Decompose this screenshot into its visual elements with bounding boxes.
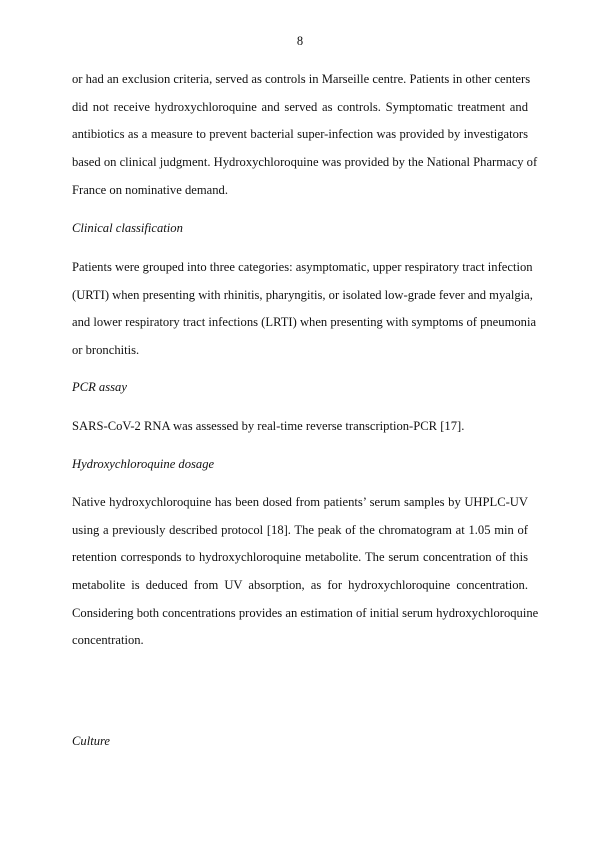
paragraph-clinical-classification: [72, 259, 537, 370]
section-heading-pcr-assay: PCR assay: [72, 380, 127, 394]
paragraph-controls: [72, 71, 538, 209]
text-line: antibiotics as a measure to prevent bacterial super-infection was provided by investigators: [72, 127, 528, 142]
text-line: SARS-CoV-2 RNA was assessed by real-time reverse transcription-PCR [17].: [72, 419, 465, 433]
text-line: Patients were grouped into three categories: asymptomatic, upper respiratory tract infection: [72, 260, 533, 274]
section-heading-culture: Culture: [72, 734, 111, 748]
section-heading-hydroxychloroquine-dosage: Hydroxychloroquine dosage: [72, 457, 215, 471]
text-line: (URTI) when presenting with rhinitis, pharyngitis, or isolated low-grade fever and myalgia,: [72, 287, 533, 302]
text-line: and lower respiratory tract infections (LRTI) when presenting with symptoms of pneumonia: [72, 315, 537, 330]
section-heading-clinical-classification: Clinical classification: [72, 221, 183, 235]
paragraph-pcr-assay: [72, 418, 528, 446]
text-line: metabolite is deduced from UV absorption, as for hydroxychloroquine concentration.: [72, 578, 528, 593]
text-line: Considering both concentrations provides an estimation of initial serum hydroxychloroquine: [72, 605, 539, 620]
text-line: using a previously described protocol [18]. The peak of the chromatogram at 1.05 min of: [72, 522, 528, 537]
text-line: based on clinical judgment. Hydroxychloroquine was provided by the National Pharmacy of: [72, 155, 538, 170]
text-line: did not receive hydroxychloroquine and served as controls. Symptomatic treatment and: [72, 99, 528, 114]
text-line: retention corresponds to hydroxychloroquine metabolite. The serum concentration of this: [72, 550, 528, 565]
text-line: France on nominative demand.: [72, 182, 228, 197]
text-line: Native hydroxychloroquine has been dosed from patients’ serum samples by UHPLC-UV: [72, 495, 528, 509]
text-line: concentration.: [72, 633, 144, 648]
text-line: or had an exclusion criteria, served as controls in Marseille centre. Patients in other centers: [72, 72, 531, 86]
paragraph-hydroxychloroquine-dosage: [72, 494, 539, 660]
page-number: 8: [296, 34, 304, 48]
text-line: or bronchitis.: [72, 343, 140, 358]
